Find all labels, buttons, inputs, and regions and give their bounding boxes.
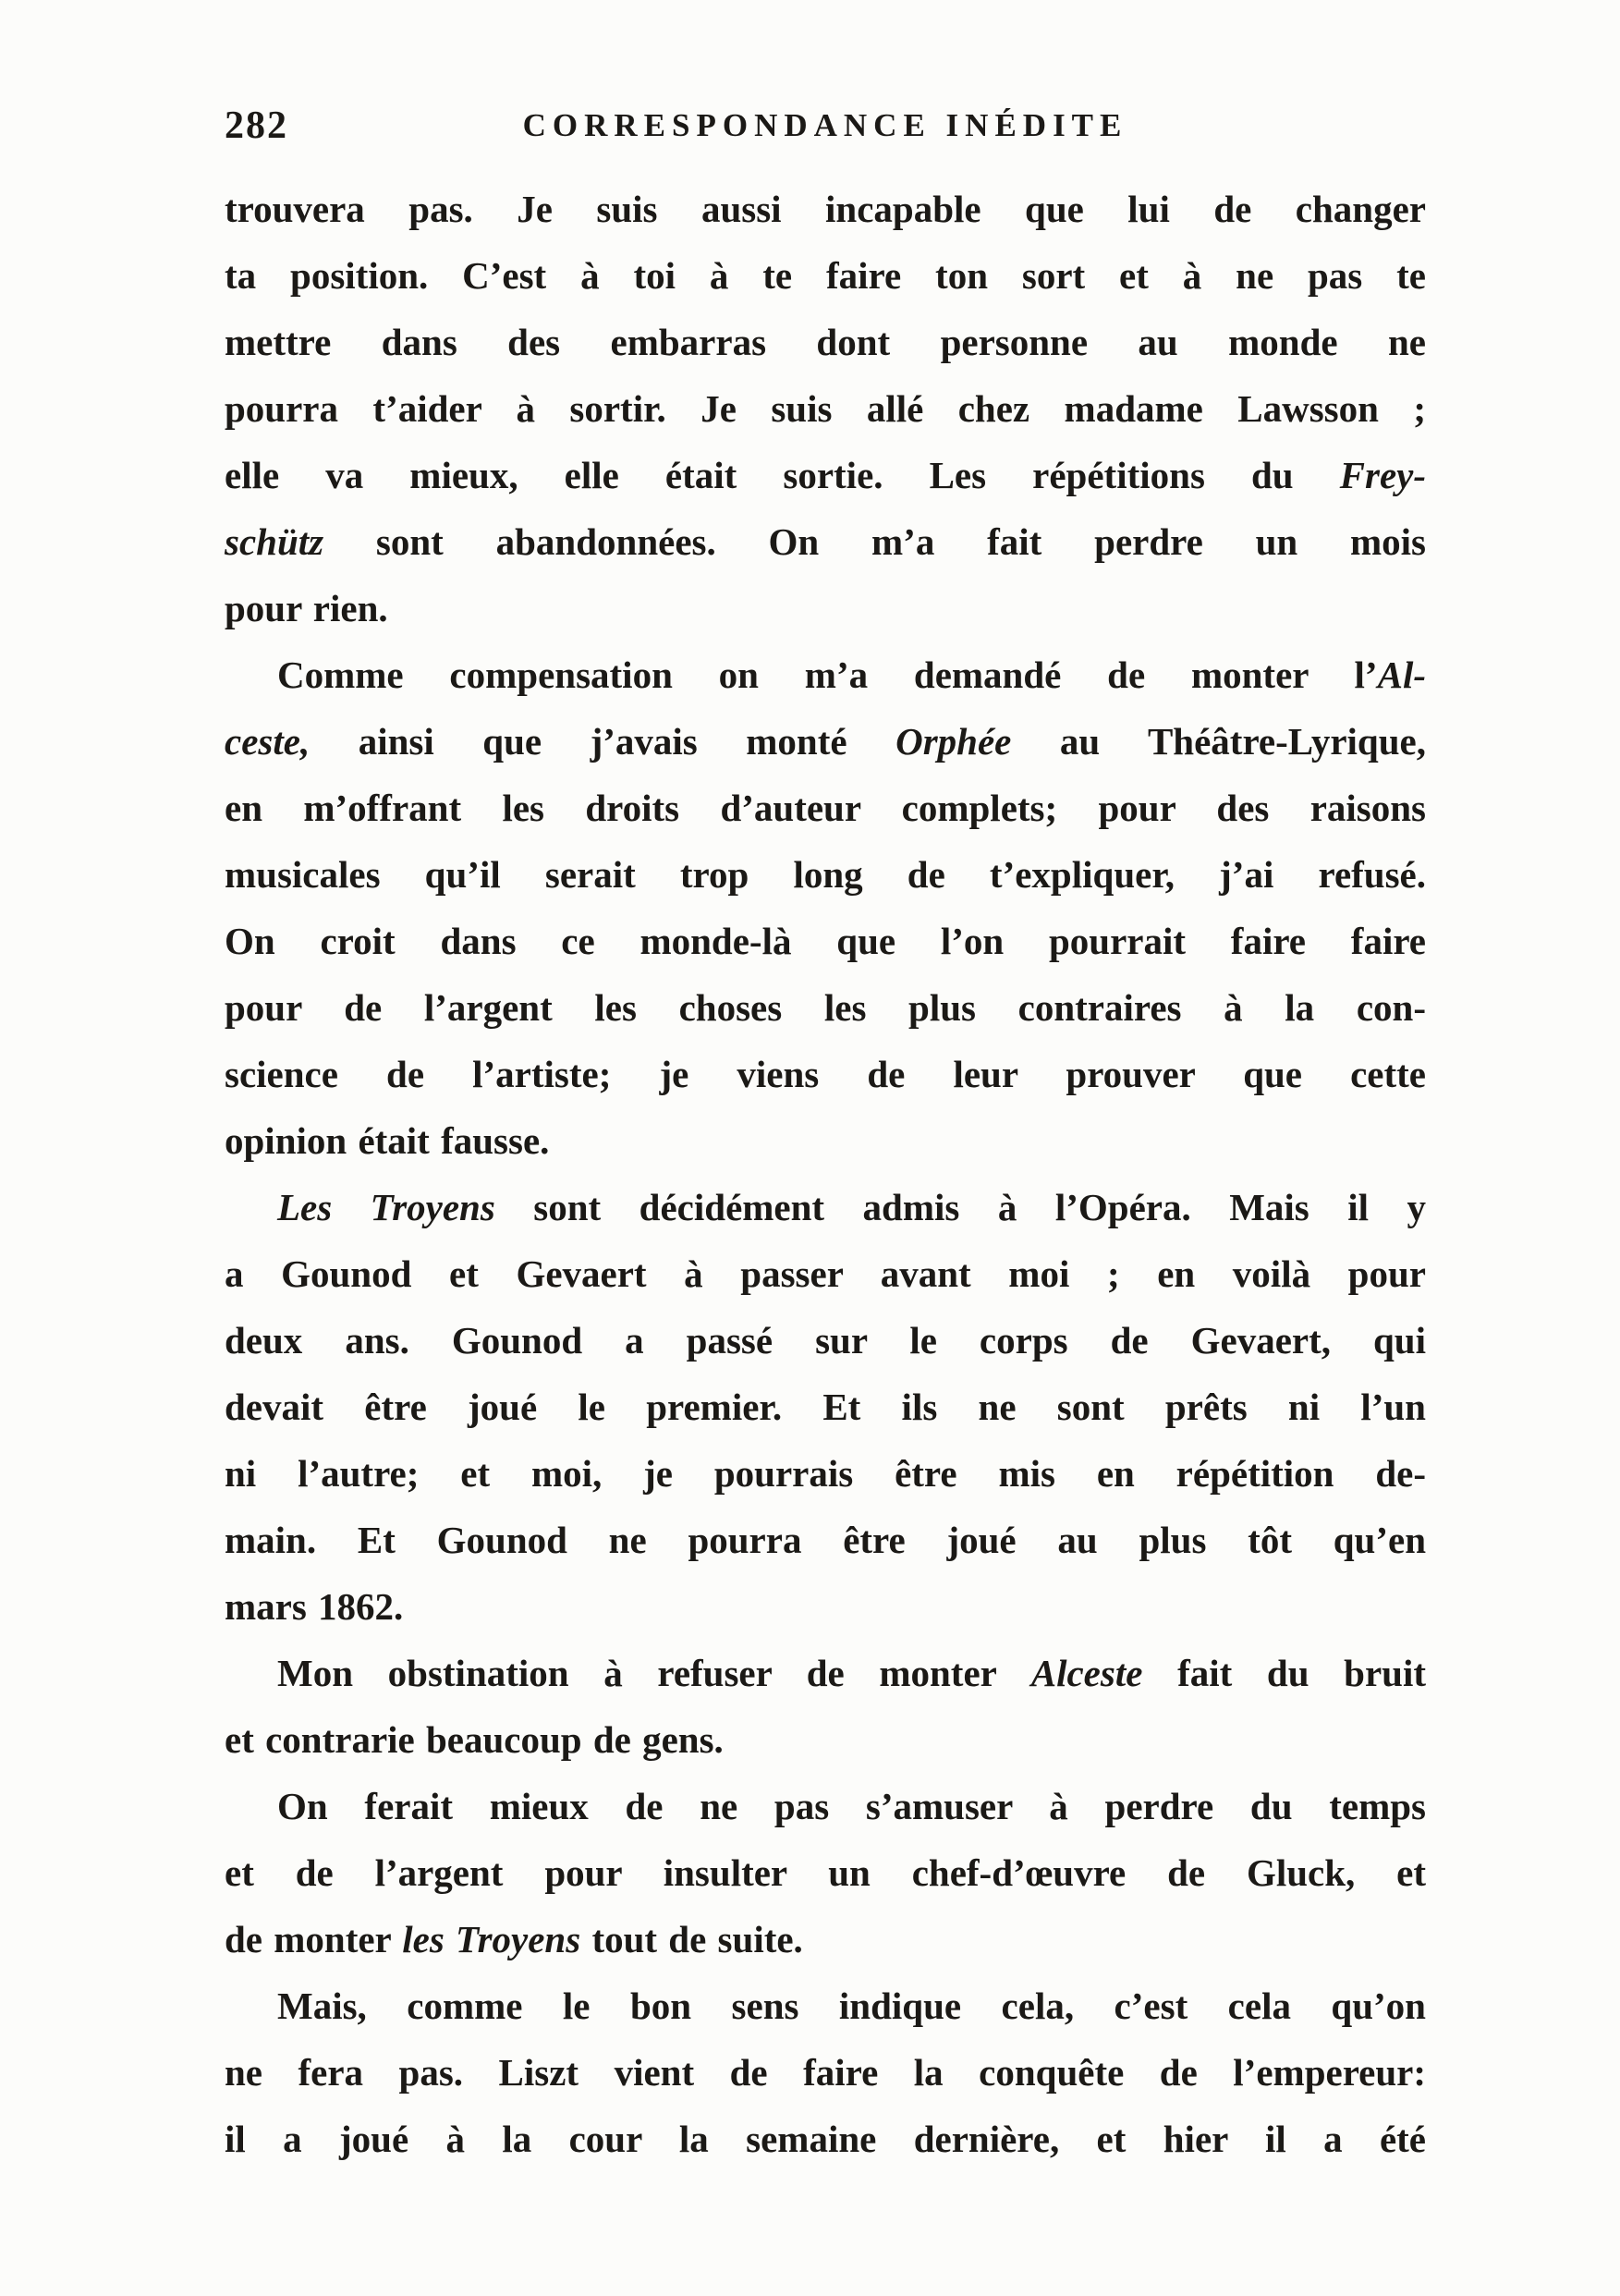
text-line xyxy=(225,1839,1426,1906)
text-line xyxy=(225,1906,1426,1972)
text-run: musicales qu’il serait trop long de t’expliquer, j’ai refusé. xyxy=(225,853,1426,896)
text-line xyxy=(225,508,1426,575)
text-run: main. Et Gounod ne pourra être joué au plus tôt qu’en xyxy=(225,1519,1426,1561)
italic-text-run: Les Troyens xyxy=(277,1186,495,1228)
text-run: au Théâtre-Lyrique, xyxy=(1011,720,1426,763)
text-line xyxy=(225,176,1426,242)
text-line xyxy=(225,1307,1426,1374)
text-run: deux ans. Gounod a passé sur le corps de Gevaert, qui xyxy=(225,1319,1426,1362)
text-line xyxy=(225,775,1426,841)
text-line xyxy=(225,841,1426,908)
text-line xyxy=(225,1440,1426,1507)
text-run: il a joué à la cour la semaine dernière, et hier il a été xyxy=(225,2118,1426,2160)
italic-text-run: schütz xyxy=(225,520,324,563)
italic-text-run: les Troyens xyxy=(402,1918,581,1960)
text-run: et contrarie beaucoup de gens. xyxy=(225,1718,724,1761)
italic-text-run: Al- xyxy=(1377,653,1426,696)
text-line xyxy=(225,1773,1426,1839)
text-line xyxy=(225,1240,1426,1307)
text-run: fait du bruit xyxy=(1142,1652,1426,1694)
text-line xyxy=(225,1706,1426,1773)
text-run: et de l’argent pour insulter un chef-d’œuvre de Gluck, et xyxy=(225,1851,1426,1894)
page-number: 282 xyxy=(225,104,288,147)
text-line xyxy=(225,1041,1426,1107)
text-line xyxy=(225,1640,1426,1706)
text-run: sont décidément admis à l’Opéra. Mais il y xyxy=(494,1186,1426,1228)
text-run: ainsi que j’avais monté xyxy=(310,720,896,763)
page-header xyxy=(225,104,1426,153)
italic-text-run: Frey- xyxy=(1339,454,1426,496)
text-run: Mais, comme le bon sens indique cela, c’est cela qu’on xyxy=(277,1985,1426,2027)
text-line xyxy=(225,1374,1426,1440)
text-line xyxy=(225,1972,1426,2039)
text-line xyxy=(225,575,1426,641)
text-run: devait être joué le premier. Et ils ne sont prêts ni l’un xyxy=(225,1386,1426,1428)
italic-text-run: Alceste xyxy=(1030,1652,1143,1694)
text-line xyxy=(225,641,1426,708)
text-run: pour de l’argent les choses les plus contraires à la con- xyxy=(225,986,1426,1029)
text-line xyxy=(225,1174,1426,1240)
text-run: pour rien. xyxy=(225,587,388,629)
italic-text-run: ceste, xyxy=(225,720,311,763)
text-run: ta position. C’est à toi à te faire ton sort et à ne pas te xyxy=(225,254,1426,297)
text-run: Mon obstination à refuser de monter xyxy=(277,1652,1031,1694)
text-run: opinion était fausse. xyxy=(225,1119,550,1162)
text-run: trouvera pas. Je suis aussi incapable que lui de changer xyxy=(225,188,1426,230)
text-run: mars 1862. xyxy=(225,1585,404,1628)
running-title: CORRESPONDANCE INÉDITE xyxy=(522,107,1128,143)
text-line xyxy=(225,442,1426,508)
text-run: science de l’artiste; je viens de leur prouver que cette xyxy=(225,1053,1426,1095)
text-line xyxy=(225,1573,1426,1640)
text-line xyxy=(225,908,1426,974)
text-run: elle va mieux, elle était sortie. Les répétitions du xyxy=(225,454,1340,496)
text-run: On ferait mieux de ne pas s’amuser à perdre du temps xyxy=(277,1785,1426,1827)
text-line xyxy=(225,2039,1426,2106)
text-line xyxy=(225,375,1426,442)
text-run: a Gounod et Gevaert à passer avant moi ; en voilà pour xyxy=(225,1252,1426,1295)
text-line xyxy=(225,974,1426,1041)
text-run: pourra t’aider à sortir. Je suis allé chez madame Lawsson ; xyxy=(225,387,1426,430)
text-line xyxy=(225,309,1426,375)
text-run: ni l’autre; et moi, je pourrais être mis en répétition de- xyxy=(225,1452,1426,1495)
text-line xyxy=(225,2106,1426,2172)
text-run: mettre dans des embarras dont personne au monde ne xyxy=(225,321,1426,363)
text-run: sont abandonnées. On m’a fait perdre un mois xyxy=(323,520,1426,563)
text-line xyxy=(225,1507,1426,1573)
text-run: tout de suite. xyxy=(580,1918,803,1960)
italic-text-run: Orphée xyxy=(895,720,1012,763)
text-block xyxy=(225,176,1426,2172)
text-run: Comme compensation on m’a demandé de monter l’ xyxy=(277,653,1378,696)
text-line xyxy=(225,1107,1426,1174)
text-run: en m’offrant les droits d’auteur complets; pour des raisons xyxy=(225,787,1426,829)
text-run: ne fera pas. Liszt vient de faire la conquête de l’empereur: xyxy=(225,2051,1426,2094)
text-line xyxy=(225,242,1426,309)
text-run: On croit dans ce monde-là que l’on pourrait faire faire xyxy=(225,920,1426,962)
text-run: de monter xyxy=(225,1918,403,1960)
text-line xyxy=(225,708,1426,775)
